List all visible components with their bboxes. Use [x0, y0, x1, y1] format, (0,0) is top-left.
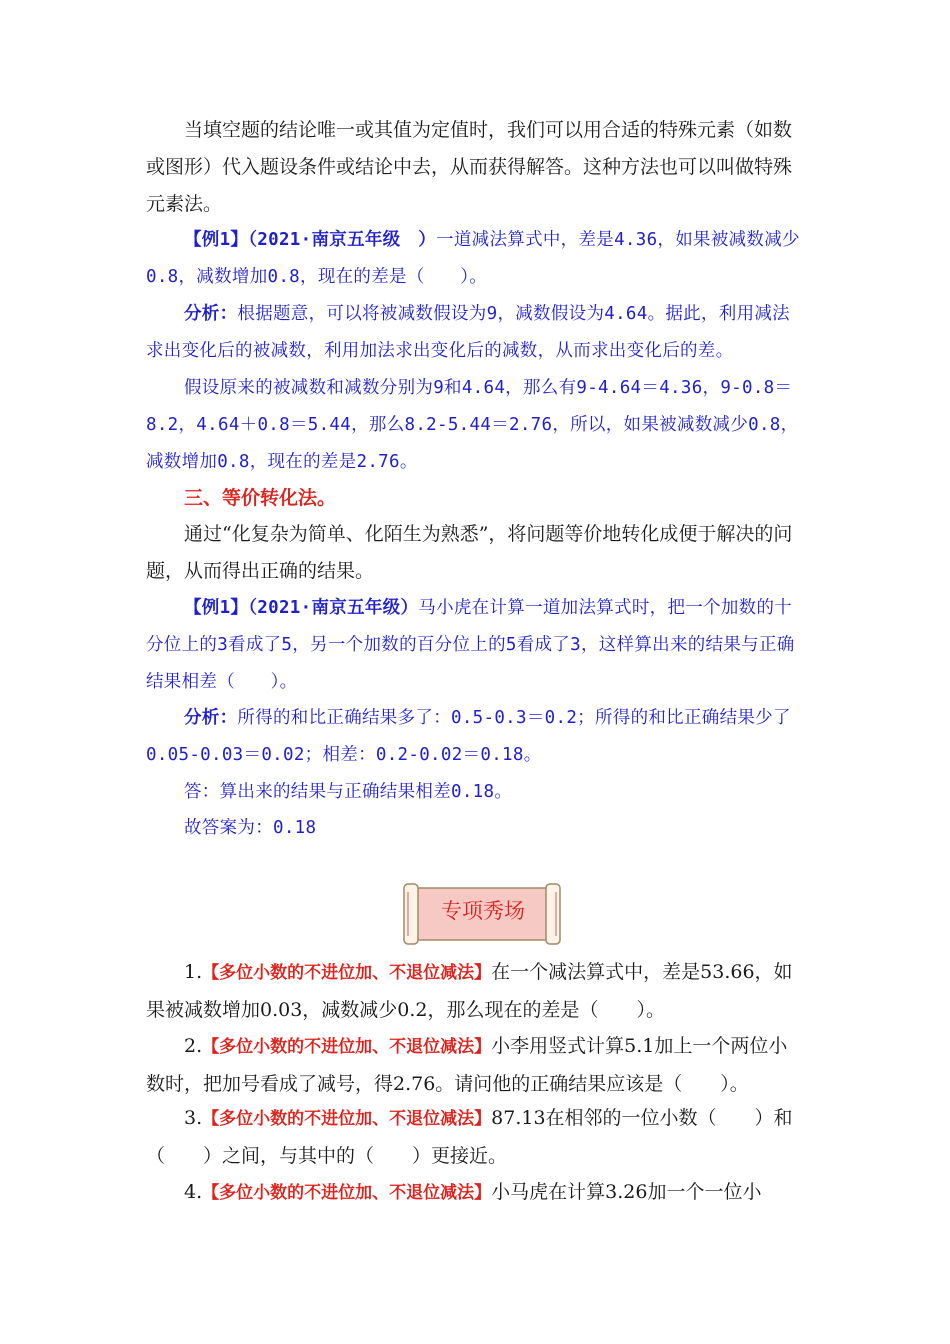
banner-right-roll [546, 884, 560, 944]
example2-analysis-label: 分析： [184, 708, 238, 728]
exercise-tag: 【多位小数的不进位加、不退位减法】 [202, 1037, 492, 1057]
exercise-tag: 【多位小数的不进位加、不退位减法】 [202, 1109, 492, 1129]
banner-left-roll [404, 884, 418, 944]
banner-title: 专项秀场 [441, 899, 525, 923]
exercise-text: 小马虎在计算3.26加一个一位小 [491, 1181, 762, 1203]
intro-text: 当填空题的结论唯一或其值为定值时，我们可以用合适的特殊元素（如数或图形）代入题设条件或结论中去，从而获得解答。这种方法也可以叫做特殊元素法。 [146, 119, 793, 215]
exercise-text: 小李用竖式计算5.1加上一个两位小数时，把加号看成了减号，得2.76。请问他的正确结果应该是（ ）。 [146, 1035, 788, 1095]
intro-paragraph [146, 112, 806, 223]
section3-heading-text: 三、等价转化法。 [184, 487, 337, 509]
example1-question-text: 一道减法算式中，差是4.36，如果被减数减少0.8，减数增加0.8，现在的差是（ ）。 [146, 230, 800, 287]
exercise-number: 3. [184, 1107, 203, 1129]
example1-analysis-label: 分析： [184, 304, 238, 324]
example2-answer [146, 774, 806, 811]
exercise-tag: 【多位小数的不进位加、不退位减法】 [202, 963, 492, 983]
exercise-number: 2. [184, 1035, 203, 1057]
example1-analysis-text: 根据题意，可以将被减数假设为9，减数假设为4.64。据此，利用减法求出变化后的被减数，利用加法求出变化后的减数，从而求出变化后的差。 [146, 304, 790, 361]
exercise-text: 在一个减法算式中，差是53.66，如果被减数增加0.03，减数减少0.2，那么现在的差是（ ）。 [146, 961, 793, 1021]
exercise-1 [146, 954, 806, 1029]
example2-answer-text: 答：算出来的结果与正确结果相差0.18。 [184, 782, 513, 802]
example2-question [146, 590, 806, 701]
example1-solution [146, 370, 806, 481]
section3-paragraph [146, 516, 806, 590]
exercise-number: 1. [184, 961, 203, 983]
exercise-2 [146, 1028, 806, 1103]
section3-heading [146, 480, 806, 517]
example1-question [146, 222, 806, 296]
example2-question-text: 马小虎在计算一道加法算式时，把一个加数的十分位上的3看成了5，另一个加数的百分位上的5看成了3，这样算出来的结果与正确结果相差（ ）。 [146, 598, 795, 692]
example2-analysis-text: 所得的和比正确结果多了：0.5-0.3＝0.2；所得的和比正确结果少了0.05-0.03＝0.02；相差：0.2-0.02＝0.18。 [146, 708, 791, 765]
exercise-number: 4. [184, 1181, 203, 1203]
exercise-4 [146, 1174, 806, 1212]
example2-analysis [146, 700, 806, 774]
example2-final [146, 810, 806, 847]
example2-final-text: 故答案为：0.18 [184, 818, 317, 838]
exercise-tag: 【多位小数的不进位加、不退位减法】 [202, 1183, 492, 1203]
example2-tag: 【例1】（2021·南京五年级） [184, 598, 419, 618]
exercise-3 [146, 1100, 806, 1175]
example1-solution-text: 假设原来的被减数和减数分别为9和4.64，那么有9-4.64＝4.36，9-0.8＝8.2，4.64＋0.8＝5.44，那么8.2-5.44＝2.76，所以，如果被减数减少0.8，减数增加0.8，现在的差是2.76。 [146, 378, 799, 472]
section3-text: 通过“化复杂为简单、化陌生为熟悉”，将问题等价地转化成便于解决的问题，从而得出正确的结果。 [146, 523, 793, 582]
example1-tag: 【例1】（2021·南京五年级 ） [184, 230, 437, 250]
exercise-text: 87.13在相邻的一位小数（ ）和（ ）之间，与其中的（ ）更接近。 [146, 1107, 793, 1167]
example1-analysis [146, 296, 806, 370]
